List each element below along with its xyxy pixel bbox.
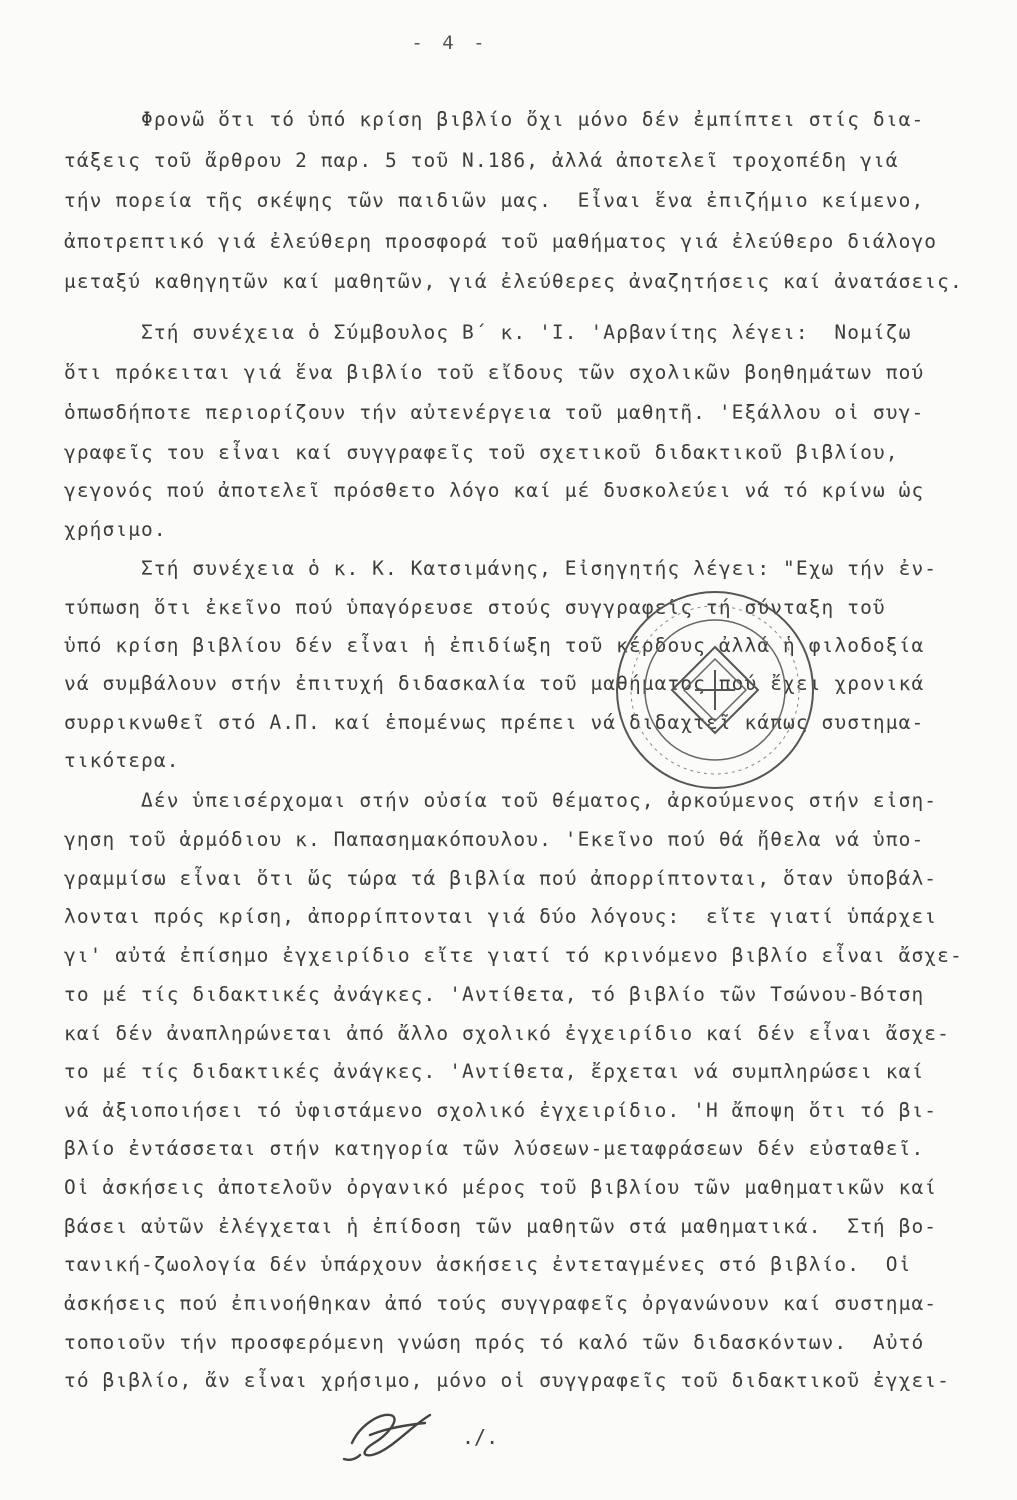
text-line: τάξεις τοῦ ἄρθρου 2 παρ. 5 τοῦ Ν.186, ἀλλά ἀποτελεῖ τροχοπέδη γιά [64,149,899,172]
text-line: γηση τοῦ ἁρμόδιου κ. Παπασημακόπουλου. 'Εκεῖνο πού θά ἤθελα νά ὑπο- [64,828,925,851]
text-line: ἀποτρεπτικό γιά ἐλεύθερη προσφορά τοῦ μαθήματος γιά ἐλεύθερο διάλογο [64,230,938,253]
text-line: βάσει αὐτῶν ἐλέγχεται ἡ ἐπίδοση τῶν μαθητῶν στά μαθηματικά. Στή βο- [64,1215,938,1238]
text-line: γεγονός πού ἀποτελεῖ πρόσθετο λόγο καί μέ δυσκολεύει νά τό κρίνω ὡς [64,479,925,502]
text-line: χρήσιμο. [64,518,167,541]
signature-icon [330,1385,450,1465]
text-line: το μέ τίς διδακτικές ἀνάγκες. 'Αντίθετα, ἔρχεται νά συμπληρώσει καί [64,1060,925,1083]
text-line: Φρονῶ ὅτι τό ὑπό κρίση βιβλίο ὄχι μόνο δέν ἐμπίπτει στίς δια- [64,108,925,131]
text-line: ὅτι πρόκειται γιά ἕνα βιβλίο τοῦ εἴδους τῶν σχολικῶν βοηθημάτων πού [64,361,925,384]
text-line: νά ἀξιοποιήσει τό ὑφιστάμενο σχολικό ἐγχειρίδιο. 'Η ἄποψη ὅτι τό βι- [64,1099,938,1122]
text-line: λονται πρός κρίση, ἀπορρίπτονται γιά δύο λόγους: εἴτε γιατί ὑπάρχει [64,905,938,928]
text-line: Στή συνέχεια ὁ κ. Κ. Κατσιμάνης, Εἰσηγητής λέγει: "Εχω τήν ἐν- [64,557,938,580]
text-line: νά συμβάλουν στήν ἐπιτυχή διδασκαλία τοῦ μαθήματος πού ἔχει χρονικά [64,672,925,695]
text-line: βλίο ἐντάσσεται στήν κατηγορία τῶν λύσεων-μεταφράσεων δέν εὐσταθεῖ. [64,1137,925,1160]
text-line: Στή συνέχεια ὁ Σύμβουλος Β΄ κ. 'Ι. 'Αρβανίτης λέγει: Νομίζω [64,321,912,344]
text-line: τοποιοῦν τήν προσφερόμενη γνώση πρός τό καλό τῶν διδασκόντων. Αὐτό [64,1331,925,1354]
text-line: ὁπωσδήποτε περιορίζουν τήν αὐτενέργεια τοῦ μαθητῆ. 'Εξάλλου οἱ συγ- [64,401,925,424]
text-line: ὑπό κρίση βιβλίου δέν εἶναι ἡ ἐπιδίωξη τοῦ κέρδους ἀλλά ἡ φιλοδοξία [64,634,925,657]
page-number: - 4 - [411,32,489,54]
end-mark: ./. [462,1425,499,1449]
text-line: ἀσκήσεις πού ἐπινοήθηκαν ἀπό τούς συγγραφεῖς ὀργανώνουν καί συστημα- [64,1292,938,1315]
text-line: γραφεῖς του εἶναι καί συγγραφεῖς τοῦ σχετικοῦ διδακτικοῦ βιβλίου, [64,441,899,464]
text-line: τανική-ζωολογία δέν ὑπάρχουν ἀσκήσεις ἐντεταγμένες στό βιβλίο. Οἱ [64,1253,912,1276]
text-line: τήν πορεία τῆς σκέψης τῶν παιδιῶν μας. Εἶναι ἕνα ἐπιζήμιο κείμενο, [64,189,925,212]
text-line: γραμμίσω εἶναι ὅτι ὥς τώρα τά βιβλία πού ἀπορρίπτονται, ὅταν ὑποβάλ- [64,867,938,890]
official-stamp-icon [610,585,820,795]
text-line: συρρικνωθεῖ στό Α.Π. καί ἑπομένως πρέπει νά διδαχτεῖ κάπως συστημα- [64,711,925,734]
text-line: καί δέν ἀναπληρώνεται ἀπό ἄλλο σχολικό ἐγχειρίδιο καί δέν εἶναι ἄσχε- [64,1022,950,1045]
text-line: Δέν ὑπεισέρχομαι στήν οὐσία τοῦ θέματος, ἀρκούμενος στήν εἰση- [64,789,938,812]
text-line: μεταξύ καθηγητῶν καί μαθητῶν, γιά ἐλεύθερες ἀναζητήσεις καί ἀνατάσεις. [64,270,963,293]
text-line: Οἱ ἀσκήσεις ἀποτελοῦν ὀργανικό μέρος τοῦ βιβλίου τῶν μαθηματικῶν καί [64,1176,938,1199]
text-line: γι' αὐτά ἐπίσημο ἐγχειρίδιο εἴτε γιατί τό κρινόμενο βιβλίο εἶναι ἄσχε- [64,944,963,967]
text-line: τύπωση ὅτι ἐκεῖνο πού ὑπαγόρευσε στούς συγγραφεῖς τή σύνταξη τοῦ [64,596,886,619]
text-line: τικότερα. [64,749,180,772]
text-line: τό βιβλίο, ἄν εἶναι χρήσιμο, μόνο οἱ συγγραφεῖς τοῦ διδακτικοῦ ἐγχει- [64,1369,950,1392]
text-line: το μέ τίς διδακτικές ἀνάγκες. 'Αντίθετα, τό βιβλίο τῶν Τσώνου-Βότση [64,983,925,1006]
